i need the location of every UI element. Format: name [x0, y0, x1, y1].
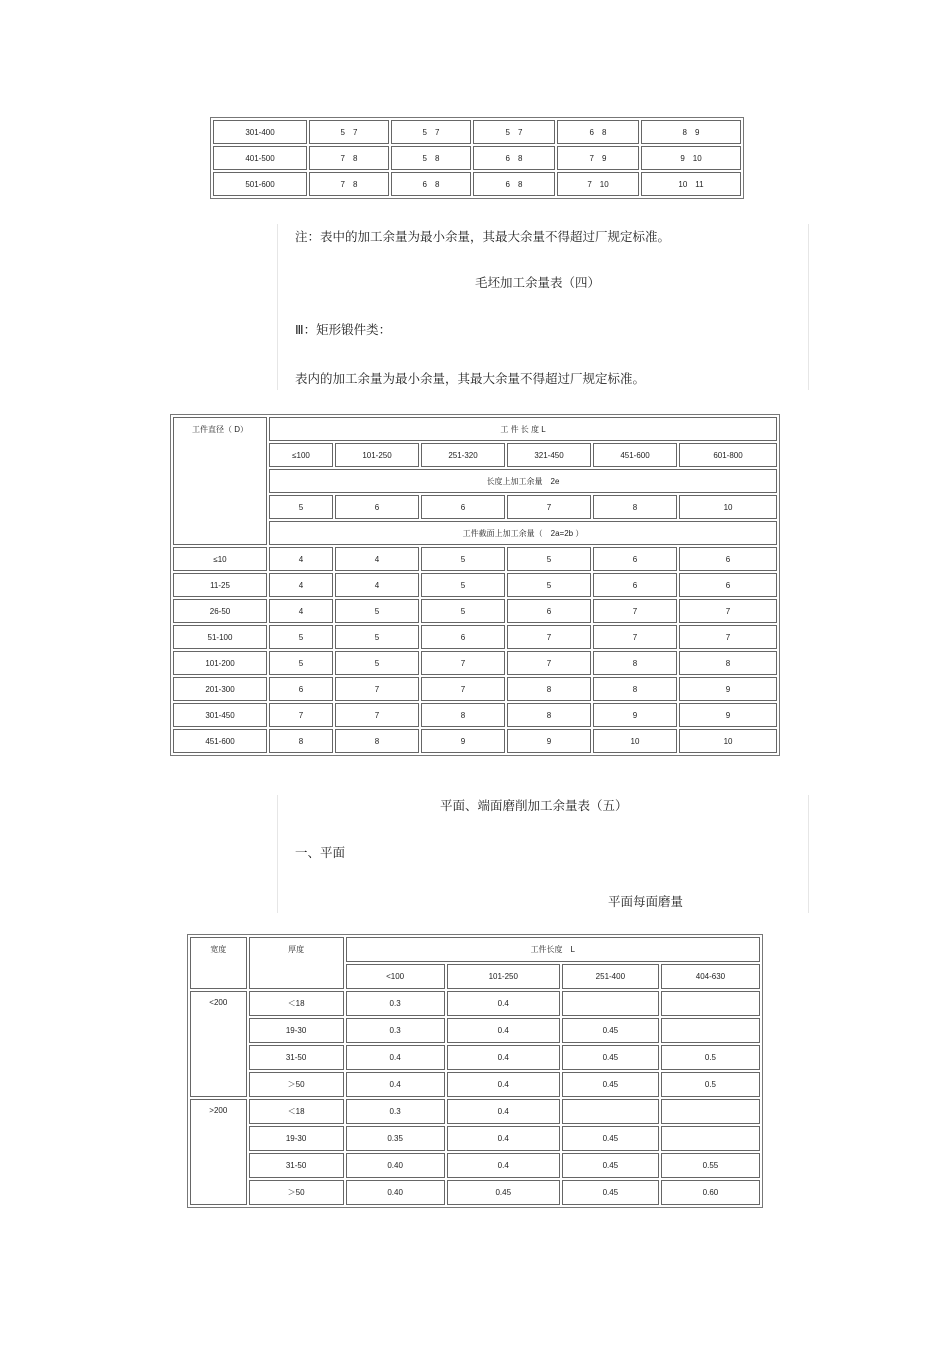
- length-allowance: 7: [507, 495, 591, 519]
- length-range: 404-630: [661, 964, 760, 989]
- length-allowance-label: 长度上加工余量 2e: [269, 469, 777, 493]
- table-cell: 401-500: [213, 146, 307, 170]
- table-row: [173, 625, 777, 649]
- table-cell: 10: [679, 729, 777, 753]
- table-cell: 5: [269, 651, 333, 675]
- table-cell: [661, 991, 760, 1016]
- table-cell: 0.4: [447, 1099, 560, 1124]
- table-cell: 0.3: [346, 1099, 445, 1124]
- table-cell: 10: [593, 729, 677, 753]
- table-cell: 8: [507, 703, 591, 727]
- diameter-cell: 201-300: [173, 677, 267, 701]
- table-cell: 8 9: [641, 120, 741, 144]
- table-cell: 0.40: [346, 1153, 445, 1178]
- table-cell: 5: [421, 599, 505, 623]
- length-range: 251-400: [562, 964, 659, 989]
- table-cell: 7: [593, 599, 677, 623]
- table-cell: 5: [335, 651, 419, 675]
- table-row: [190, 937, 760, 962]
- table-cell: 7: [421, 677, 505, 701]
- table-cell: 7: [269, 703, 333, 727]
- thickness-cell: ＞50: [249, 1180, 344, 1205]
- table-cell: 5: [421, 547, 505, 571]
- table-cell: 0.45: [447, 1180, 560, 1205]
- table-cell: 7: [593, 625, 677, 649]
- table-cell: 5: [269, 625, 333, 649]
- length-range: 451-600: [593, 443, 677, 467]
- length-range: 101-250: [335, 443, 419, 467]
- table-cell: 0.3: [346, 991, 445, 1016]
- table-cell: 4: [335, 547, 419, 571]
- width-cell: <200: [190, 991, 247, 1097]
- table-cell: 6: [593, 547, 677, 571]
- table-row: [190, 1180, 760, 1205]
- table-note: 注：表中的加工余量为最小余量，其最大余量不得超过厂规定标准。: [295, 229, 671, 244]
- table-row: [173, 599, 777, 623]
- table-cell: 0.55: [661, 1153, 760, 1178]
- table-row: [190, 1099, 760, 1124]
- table-cell: 7: [335, 703, 419, 727]
- thickness-cell: 31-50: [249, 1045, 344, 1070]
- table-cell: 501-600: [213, 172, 307, 196]
- thickness-cell: ＞50: [249, 1072, 344, 1097]
- table-row: [213, 146, 741, 170]
- table-row: [173, 573, 777, 597]
- table-cell: 0.3: [346, 1018, 445, 1043]
- table-cell: [661, 1126, 760, 1151]
- table-row: [173, 651, 777, 675]
- table-cell: 0.45: [562, 1045, 659, 1070]
- table-cell: 9 10: [641, 146, 741, 170]
- table-cell: 8: [269, 729, 333, 753]
- table-cell: 0.4: [346, 1072, 445, 1097]
- table-cell: 6: [269, 677, 333, 701]
- table-cell: 0.4: [447, 1153, 560, 1178]
- table-cell: 5 7: [391, 120, 471, 144]
- table-cell: 8: [593, 651, 677, 675]
- table-title: 平面、端面磨削加工余量表（五）: [440, 798, 628, 813]
- table-cell: 4: [269, 573, 333, 597]
- table-cell: 5: [335, 625, 419, 649]
- diameter-cell: 301-450: [173, 703, 267, 727]
- table-cell: 6 8: [473, 172, 555, 196]
- table-cell: 6: [507, 599, 591, 623]
- table-cell: 301-400: [213, 120, 307, 144]
- length-allowance: 10: [679, 495, 777, 519]
- table-row: [173, 729, 777, 753]
- table-cell: 6: [679, 573, 777, 597]
- table-row: [190, 1153, 760, 1178]
- diameter-cell: 26-50: [173, 599, 267, 623]
- diameter-cell: 101-200: [173, 651, 267, 675]
- table-cell: 0.45: [562, 1180, 659, 1205]
- width-cell: >200: [190, 1099, 247, 1205]
- table-cell: 9: [679, 703, 777, 727]
- table-cell: 4: [335, 573, 419, 597]
- table-title: 毛坯加工余量表（四）: [475, 275, 601, 290]
- table-cell: 6: [593, 573, 677, 597]
- section-description: 表内的加工余量为最小余量，其最大余量不得超过厂规定标准。: [295, 371, 646, 386]
- table-cell: 0.60: [661, 1180, 760, 1205]
- table-cell: 0.4: [447, 1045, 560, 1070]
- table-cell: 6 8: [391, 172, 471, 196]
- allowance-table-continued: [210, 117, 744, 199]
- table-cell: 0.40: [346, 1180, 445, 1205]
- table-cell: 0.4: [447, 1072, 560, 1097]
- table-cell: 8: [335, 729, 419, 753]
- diameter-cell: 451-600: [173, 729, 267, 753]
- table-cell: 7 10: [557, 172, 639, 196]
- table-row: [173, 703, 777, 727]
- table-cell: 10 11: [641, 172, 741, 196]
- thickness-cell: 19-30: [249, 1126, 344, 1151]
- table-cell: 8: [679, 651, 777, 675]
- table-cell: 9: [507, 729, 591, 753]
- table-row: [190, 991, 760, 1016]
- table-cell: 6 8: [473, 146, 555, 170]
- table-cell: 7: [421, 651, 505, 675]
- section-heading: Ⅲ：矩形锻件类：: [295, 322, 392, 337]
- text-block-blank-allowance: [277, 224, 809, 390]
- table-cell: 4: [269, 599, 333, 623]
- diameter-cell: ≤10: [173, 547, 267, 571]
- length-range: <100: [346, 964, 445, 989]
- table-row: [173, 417, 777, 441]
- table-cell: 9: [679, 677, 777, 701]
- length-allowance: 6: [421, 495, 505, 519]
- length-range: ≤100: [269, 443, 333, 467]
- table-cell: 5: [507, 547, 591, 571]
- table-cell: 0.4: [447, 991, 560, 1016]
- forging-allowance-table: [170, 414, 780, 756]
- table-cell: [661, 1099, 760, 1124]
- table-cell: 0.45: [562, 1018, 659, 1043]
- diameter-header: 工件直径（ D）: [173, 417, 267, 545]
- table-cell: 7 9: [557, 146, 639, 170]
- table-row: [173, 677, 777, 701]
- thickness-cell: ＜18: [249, 991, 344, 1016]
- length-range: 321-450: [507, 443, 591, 467]
- table-cell: 9: [421, 729, 505, 753]
- width-header: 宽度: [190, 937, 247, 989]
- diameter-cell: 11-25: [173, 573, 267, 597]
- table-cell: 7: [507, 625, 591, 649]
- length-allowance: 6: [335, 495, 419, 519]
- table-cell: 5 7: [309, 120, 389, 144]
- table-cell: 0.35: [346, 1126, 445, 1151]
- table-cell: 0.4: [447, 1018, 560, 1043]
- table-cell: 0.5: [661, 1045, 760, 1070]
- table-row: [190, 1072, 760, 1097]
- table-cell: 5: [421, 573, 505, 597]
- table-row: [190, 1126, 760, 1151]
- table-cell: 7 8: [309, 172, 389, 196]
- table-cell: 6 8: [557, 120, 639, 144]
- length-range: 101-250: [447, 964, 560, 989]
- table-cell: 8: [593, 677, 677, 701]
- plane-grinding-table: [187, 934, 763, 1208]
- table-cell: 0.4: [447, 1126, 560, 1151]
- table-cell: 7: [335, 677, 419, 701]
- section-heading: 一、平面: [295, 845, 346, 860]
- table-cell: 0.5: [661, 1072, 760, 1097]
- thickness-header: 厚度: [249, 937, 344, 989]
- length-header: 工件长度 L: [346, 937, 760, 962]
- table-cell: [562, 1099, 659, 1124]
- table-cell: 6: [421, 625, 505, 649]
- table-row: [190, 1018, 760, 1043]
- table-cell: 4: [269, 547, 333, 571]
- table-cell: 0.45: [562, 1126, 659, 1151]
- table-cell: 7 8: [309, 146, 389, 170]
- thickness-cell: 31-50: [249, 1153, 344, 1178]
- length-allowance: 8: [593, 495, 677, 519]
- length-allowance: 5: [269, 495, 333, 519]
- table-cell: 5 7: [473, 120, 555, 144]
- table-row: [213, 120, 741, 144]
- table-cell: 7: [507, 651, 591, 675]
- table-row: [190, 1045, 760, 1070]
- table-cell: 6: [679, 547, 777, 571]
- table-cell: 5: [507, 573, 591, 597]
- table-cell: 0.4: [346, 1045, 445, 1070]
- diameter-cell: 51-100: [173, 625, 267, 649]
- table-cell: [661, 1018, 760, 1043]
- table-subtitle: 平面每面磨量: [608, 894, 684, 909]
- table-row: [213, 172, 741, 196]
- table-cell: 5 8: [391, 146, 471, 170]
- table-cell: 0.45: [562, 1153, 659, 1178]
- table-cell: 7: [679, 599, 777, 623]
- table-cell: 7: [679, 625, 777, 649]
- table-cell: 8: [421, 703, 505, 727]
- thickness-cell: ＜18: [249, 1099, 344, 1124]
- section-allowance-label: 工件截面上加工余量（ 2a=2b ）: [269, 521, 777, 545]
- table-row: [173, 547, 777, 571]
- table-cell: [562, 991, 659, 1016]
- length-header: 工 件 长 度 L: [269, 417, 777, 441]
- table-cell: 8: [507, 677, 591, 701]
- length-range: 601-800: [679, 443, 777, 467]
- length-range: 251-320: [421, 443, 505, 467]
- table-cell: 9: [593, 703, 677, 727]
- table-cell: 0.45: [562, 1072, 659, 1097]
- table-cell: 5: [335, 599, 419, 623]
- thickness-cell: 19-30: [249, 1018, 344, 1043]
